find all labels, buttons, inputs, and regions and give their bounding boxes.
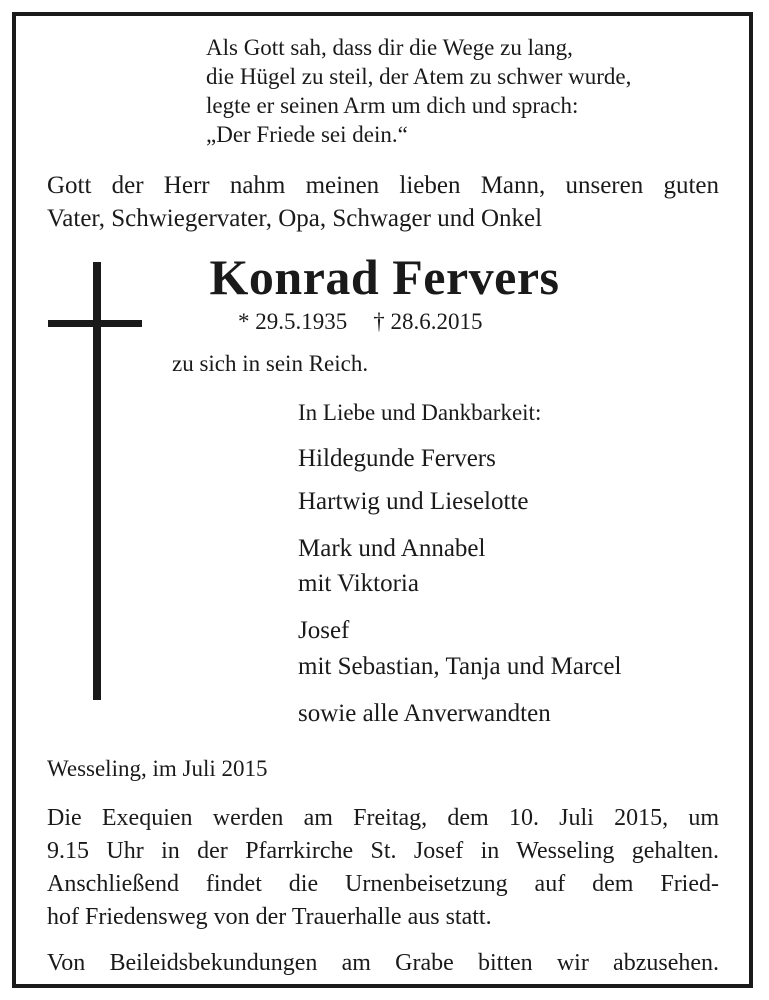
poem-line: Als Gott sah, dass dir die Wege zu lang, bbox=[206, 35, 573, 60]
intro-line: Vater, Schwiegervater, Opa, Schwager und Onkel bbox=[47, 205, 543, 232]
cross-icon bbox=[93, 262, 101, 700]
place-date: Wesseling, im Juli 2015 bbox=[47, 756, 268, 781]
funeral-info-line: Die Exequien werden am Freitag, dem 10. Juli 2015, um bbox=[47, 805, 719, 831]
condolence-note: Von Beileidsbekundungen am Grabe bitten wir abzusehen. bbox=[47, 950, 719, 976]
death-date: † 28.6.2015 bbox=[373, 309, 483, 334]
intro-line: Gott der Herr nahm meinen lieben Mann, unseren guten bbox=[47, 172, 719, 199]
family-member: Mark und Annabel bbox=[298, 535, 486, 562]
funeral-info-line: hof Friedensweg von der Trauerhalle aus statt. bbox=[47, 904, 492, 930]
family-member: sowie alle Anverwandten bbox=[298, 700, 551, 727]
family-heading: In Liebe und Dankbarkeit: bbox=[298, 400, 542, 425]
cross-icon-bar bbox=[48, 320, 142, 327]
life-dates bbox=[238, 309, 483, 335]
family-member: Hildegunde Fervers bbox=[298, 445, 496, 472]
family-member: Josef bbox=[298, 617, 350, 644]
family-member: mit Sebastian, Tanja und Marcel bbox=[298, 653, 622, 680]
deceased-name: Konrad Fervers bbox=[209, 249, 560, 305]
funeral-info-line: Anschließend findet die Urnenbeisetzung auf dem Fried- bbox=[47, 871, 719, 897]
birth-date: * 29.5.1935 bbox=[238, 309, 348, 334]
family-member: Hartwig und Lieselotte bbox=[298, 488, 529, 515]
closing-phrase: zu sich in sein Reich. bbox=[172, 351, 369, 376]
poem-line: die Hügel zu steil, der Atem zu schwer wurde, bbox=[206, 64, 632, 89]
poem-line: legte er seinen Arm um dich und sprach: bbox=[206, 93, 579, 118]
poem-line: „Der Friede sei dein.“ bbox=[206, 122, 408, 147]
funeral-info-line: 9.15 Uhr in der Pfarrkirche St. Josef in Wesseling gehalten. bbox=[47, 838, 719, 864]
family-member: mit Viktoria bbox=[298, 570, 419, 597]
